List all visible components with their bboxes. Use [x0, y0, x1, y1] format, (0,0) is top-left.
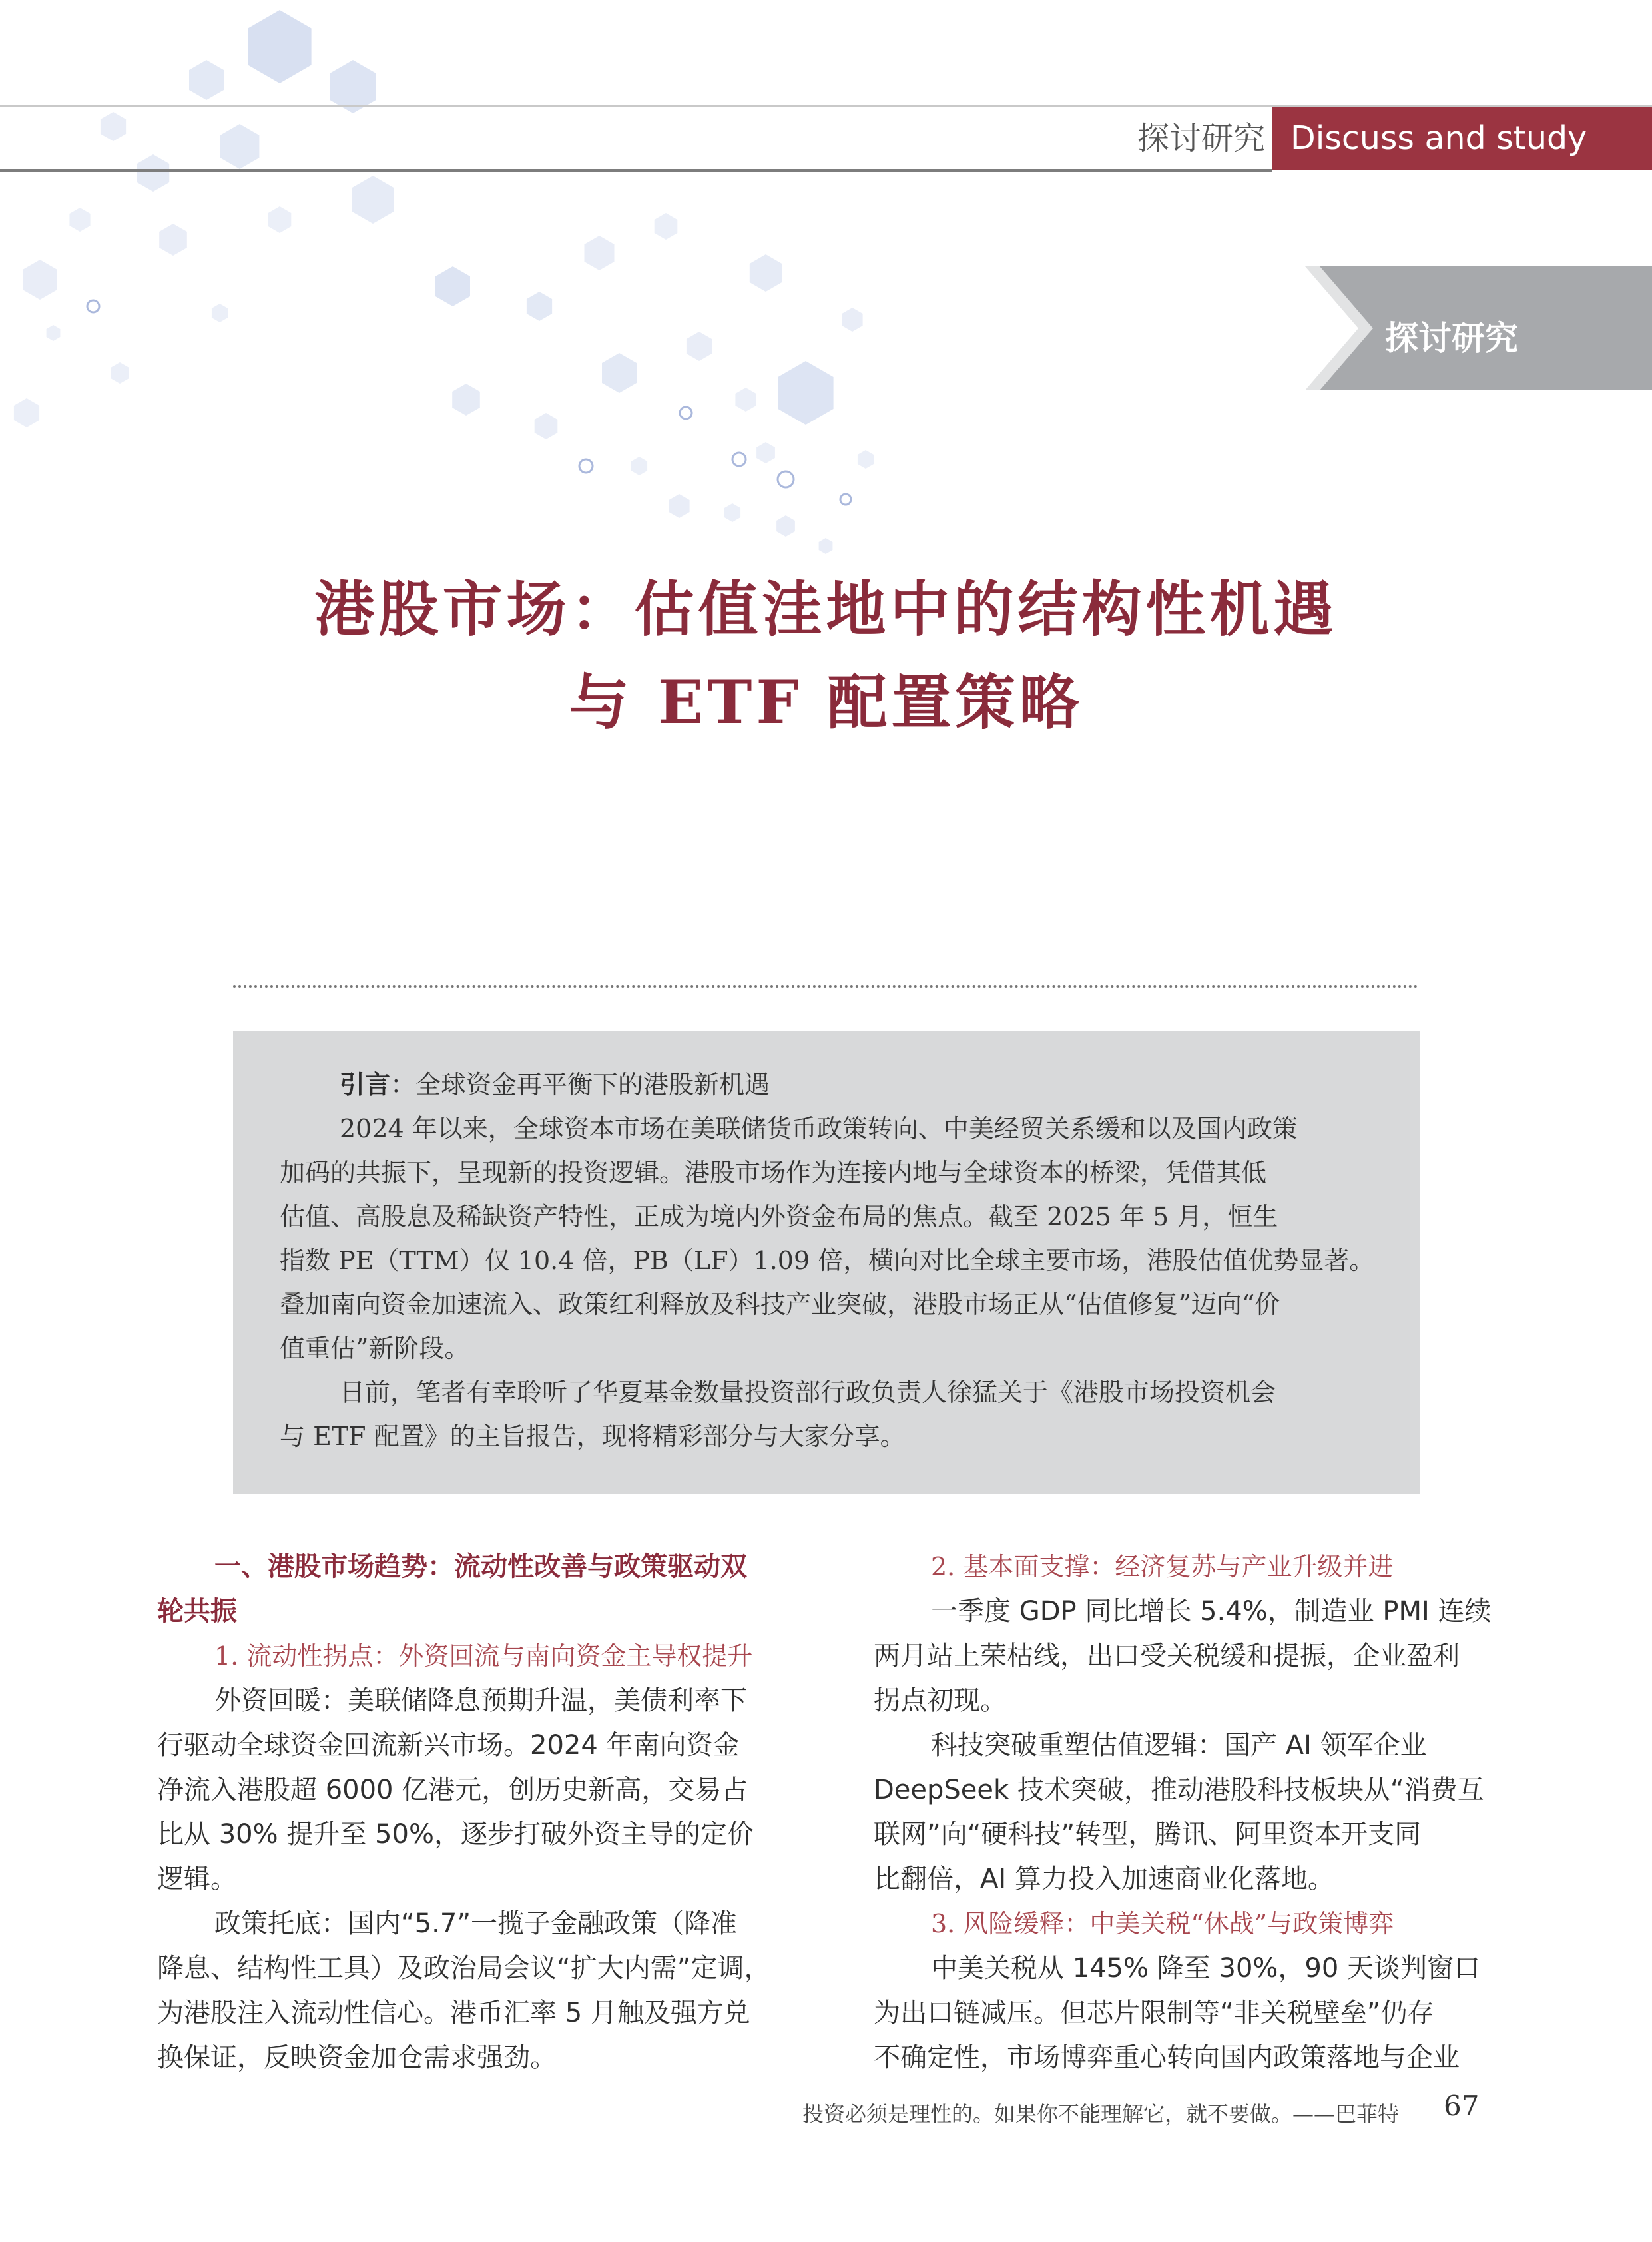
- ring-shape: [778, 471, 794, 487]
- hexagon-shape: [750, 254, 782, 292]
- hexagon-shape: [435, 266, 470, 306]
- paragraph-line: 中美关税从 145% 降至 30%，90 天谈判窗口: [931, 1953, 1481, 1984]
- intro-lead-text: ：全球资金再平衡下的港股新机遇: [390, 1070, 770, 1099]
- hexagon-shape: [189, 60, 224, 100]
- paragraph-line: 不确定性，市场博弈重心转向国内政策落地与企业: [874, 2042, 1460, 2073]
- ring-shape: [680, 407, 692, 419]
- header-section-cn: 探讨研究: [1137, 120, 1265, 157]
- paragraph-line: DeepSeek 技术突破，推动港股科技板块从“消费互: [874, 1775, 1484, 1805]
- ring-shape: [732, 453, 746, 466]
- intro-p1-line: 加码的共振下，呈现新的投资逻辑。港股市场作为连接内地与全球资本的桥梁，凭借其低: [280, 1158, 1267, 1187]
- hexagon-shape: [69, 208, 90, 232]
- hexagon-shape: [819, 538, 833, 554]
- left-column: [157, 1545, 783, 2080]
- paragraph-line: 两月站上荣枯线，出口受关税缓和提振，企业盈利: [874, 1641, 1460, 1671]
- intro-p2-line: 日前，笔者有幸聆听了华夏基金数量投资部行政负责人徐猛关于《港股市场投资机会: [340, 1378, 1276, 1407]
- hexagon-shape: [352, 176, 394, 224]
- article-title-line1: 港股市场：估值洼地中的结构性机遇: [314, 574, 1338, 645]
- paragraph-line: 行驱动全球资金回流新兴市场。2024 年南向资金: [157, 1730, 740, 1761]
- hexagon-shape: [842, 308, 862, 332]
- hexagon-shape: [778, 361, 833, 425]
- hexagon-shape: [137, 154, 169, 192]
- hexagon-shape: [602, 353, 637, 393]
- hexagon-shape: [655, 213, 678, 240]
- hexagon-shape: [585, 236, 615, 270]
- ring-shape: [579, 459, 593, 473]
- ring-shape: [87, 300, 99, 312]
- hexagon-shape: [248, 10, 311, 83]
- hexagon-shape: [776, 515, 795, 537]
- hexagon-shape: [159, 224, 187, 256]
- footer-quote: 投资必须是理性的。如果你不能理解它，就不要做。——巴菲特: [802, 2102, 1400, 2127]
- hexagon-shape: [527, 292, 552, 321]
- intro-p1-line: 指数 PE（TTM）仅 10.4 倍，PB（LF）1.09 倍，横向对比全球主要市场，港股估值优势显著。: [280, 1246, 1375, 1275]
- paragraph-line: 比从 30% 提升至 50%，逐步打破外资主导的定价: [157, 1819, 754, 1850]
- intro-p1-line: 值重估”新阶段。: [280, 1334, 470, 1363]
- hexagon-shape: [631, 457, 647, 475]
- intro-p1-line: 叠加南向资金加速流入、政策红利释放及科技产业突破，港股市场正从“估值修复”迈向“价: [280, 1290, 1280, 1319]
- paragraph-line: 逻辑。: [157, 1864, 237, 1894]
- paragraph-line: 净流入港股超 6000 亿港元，创历史新高，交易占: [157, 1775, 748, 1805]
- hexagon-shape: [47, 325, 61, 341]
- hexagon-shape: [452, 384, 480, 416]
- paragraph-line: 降息、结构性工具）及政治局会议“扩大内需”定调，: [157, 1953, 771, 1984]
- section-heading: 一、港股市场趋势：流动性改善与政策驱动双: [214, 1551, 747, 1582]
- hexagon-shape: [14, 398, 39, 427]
- paragraph-line: 为港股注入流动性信心。港币汇率 5 月触及强方兑: [157, 1998, 750, 2028]
- article-title-line2: 与 ETF 配置策略: [569, 667, 1083, 738]
- paragraph-line: 科技突破重塑估值逻辑：国产 AI 领军企业: [931, 1730, 1427, 1761]
- hexagon-shape: [23, 260, 57, 300]
- subsection-heading: 2. 基本面支撑：经济复苏与产业升级并进: [931, 1552, 1394, 1581]
- hexagon-shape: [220, 124, 260, 169]
- right-column: [874, 1545, 1500, 2080]
- section-tab-label: 探讨研究: [1385, 318, 1518, 358]
- paragraph-line: 联网”向“硬科技”转型，腾讯、阿里资本开支同: [874, 1819, 1422, 1850]
- section-heading-cont: 轮共振: [157, 1596, 237, 1627]
- paragraph-line: 外资回暖：美联储降息预期升温，美债利率下: [214, 1685, 747, 1716]
- intro-p2-line: 与 ETF 配置》的主旨报告，现将精彩部分与大家分享。: [280, 1422, 906, 1451]
- subsection-heading: 1. 流动性拐点：外资回流与南向资金主导权提升: [214, 1641, 753, 1671]
- paragraph-line: 换保证，反映资金加仓需求强劲。: [157, 2042, 557, 2073]
- hexagon-shape: [111, 362, 129, 384]
- intro-lead: [340, 1063, 1438, 1107]
- hexagon-shape: [687, 332, 712, 361]
- hexagon-shape: [535, 413, 558, 439]
- intro-p1-line: 估值、高股息及稀缺资产特性，正成为境内外资金布局的焦点。截至 2025 年 5 月，恒生: [280, 1202, 1278, 1231]
- subsection-heading: 3. 风险缓释：中美关税“休战”与政策博弈: [931, 1909, 1394, 1938]
- hexagon-shape: [756, 442, 775, 463]
- page-number: 67: [1444, 2090, 1480, 2122]
- hexagon-shape: [101, 112, 126, 141]
- header-section-en: Discuss and study: [1272, 107, 1652, 170]
- hexagon-shape: [669, 494, 689, 518]
- paragraph-line: 比翻倍，AI 算力投入加速商业化落地。: [874, 1864, 1334, 1894]
- paragraph-line: 拐点初现。: [874, 1685, 1007, 1716]
- header-bottom-rule: [0, 169, 1272, 172]
- hexagon-background-decoration: [0, 0, 932, 599]
- paragraph-line: 为出口链减压。但芯片限制等“非关税壁垒”仍存: [874, 1998, 1434, 2028]
- hexagon-shape: [268, 206, 292, 233]
- intro-lead-label: 引言: [340, 1069, 391, 1099]
- paragraph-line: 政策托底：国内“5.7”一揽子金融政策（降准: [214, 1908, 738, 1939]
- intro-p1-line: 2024 年以来，全球资本市场在美联储货币政策转向、中美经贸关系缓和以及国内政策: [340, 1114, 1298, 1143]
- ring-shape: [840, 494, 851, 505]
- hexagon-shape: [858, 450, 874, 469]
- hexagon-shape: [724, 503, 740, 522]
- intro-box: [233, 1031, 1420, 1494]
- paragraph-line: 一季度 GDP 同比增长 5.4%，制造业 PMI 连续: [931, 1596, 1492, 1627]
- hexagon-shape: [735, 388, 756, 412]
- hexagon-shape: [212, 304, 228, 322]
- dotted-divider: [233, 985, 1418, 988]
